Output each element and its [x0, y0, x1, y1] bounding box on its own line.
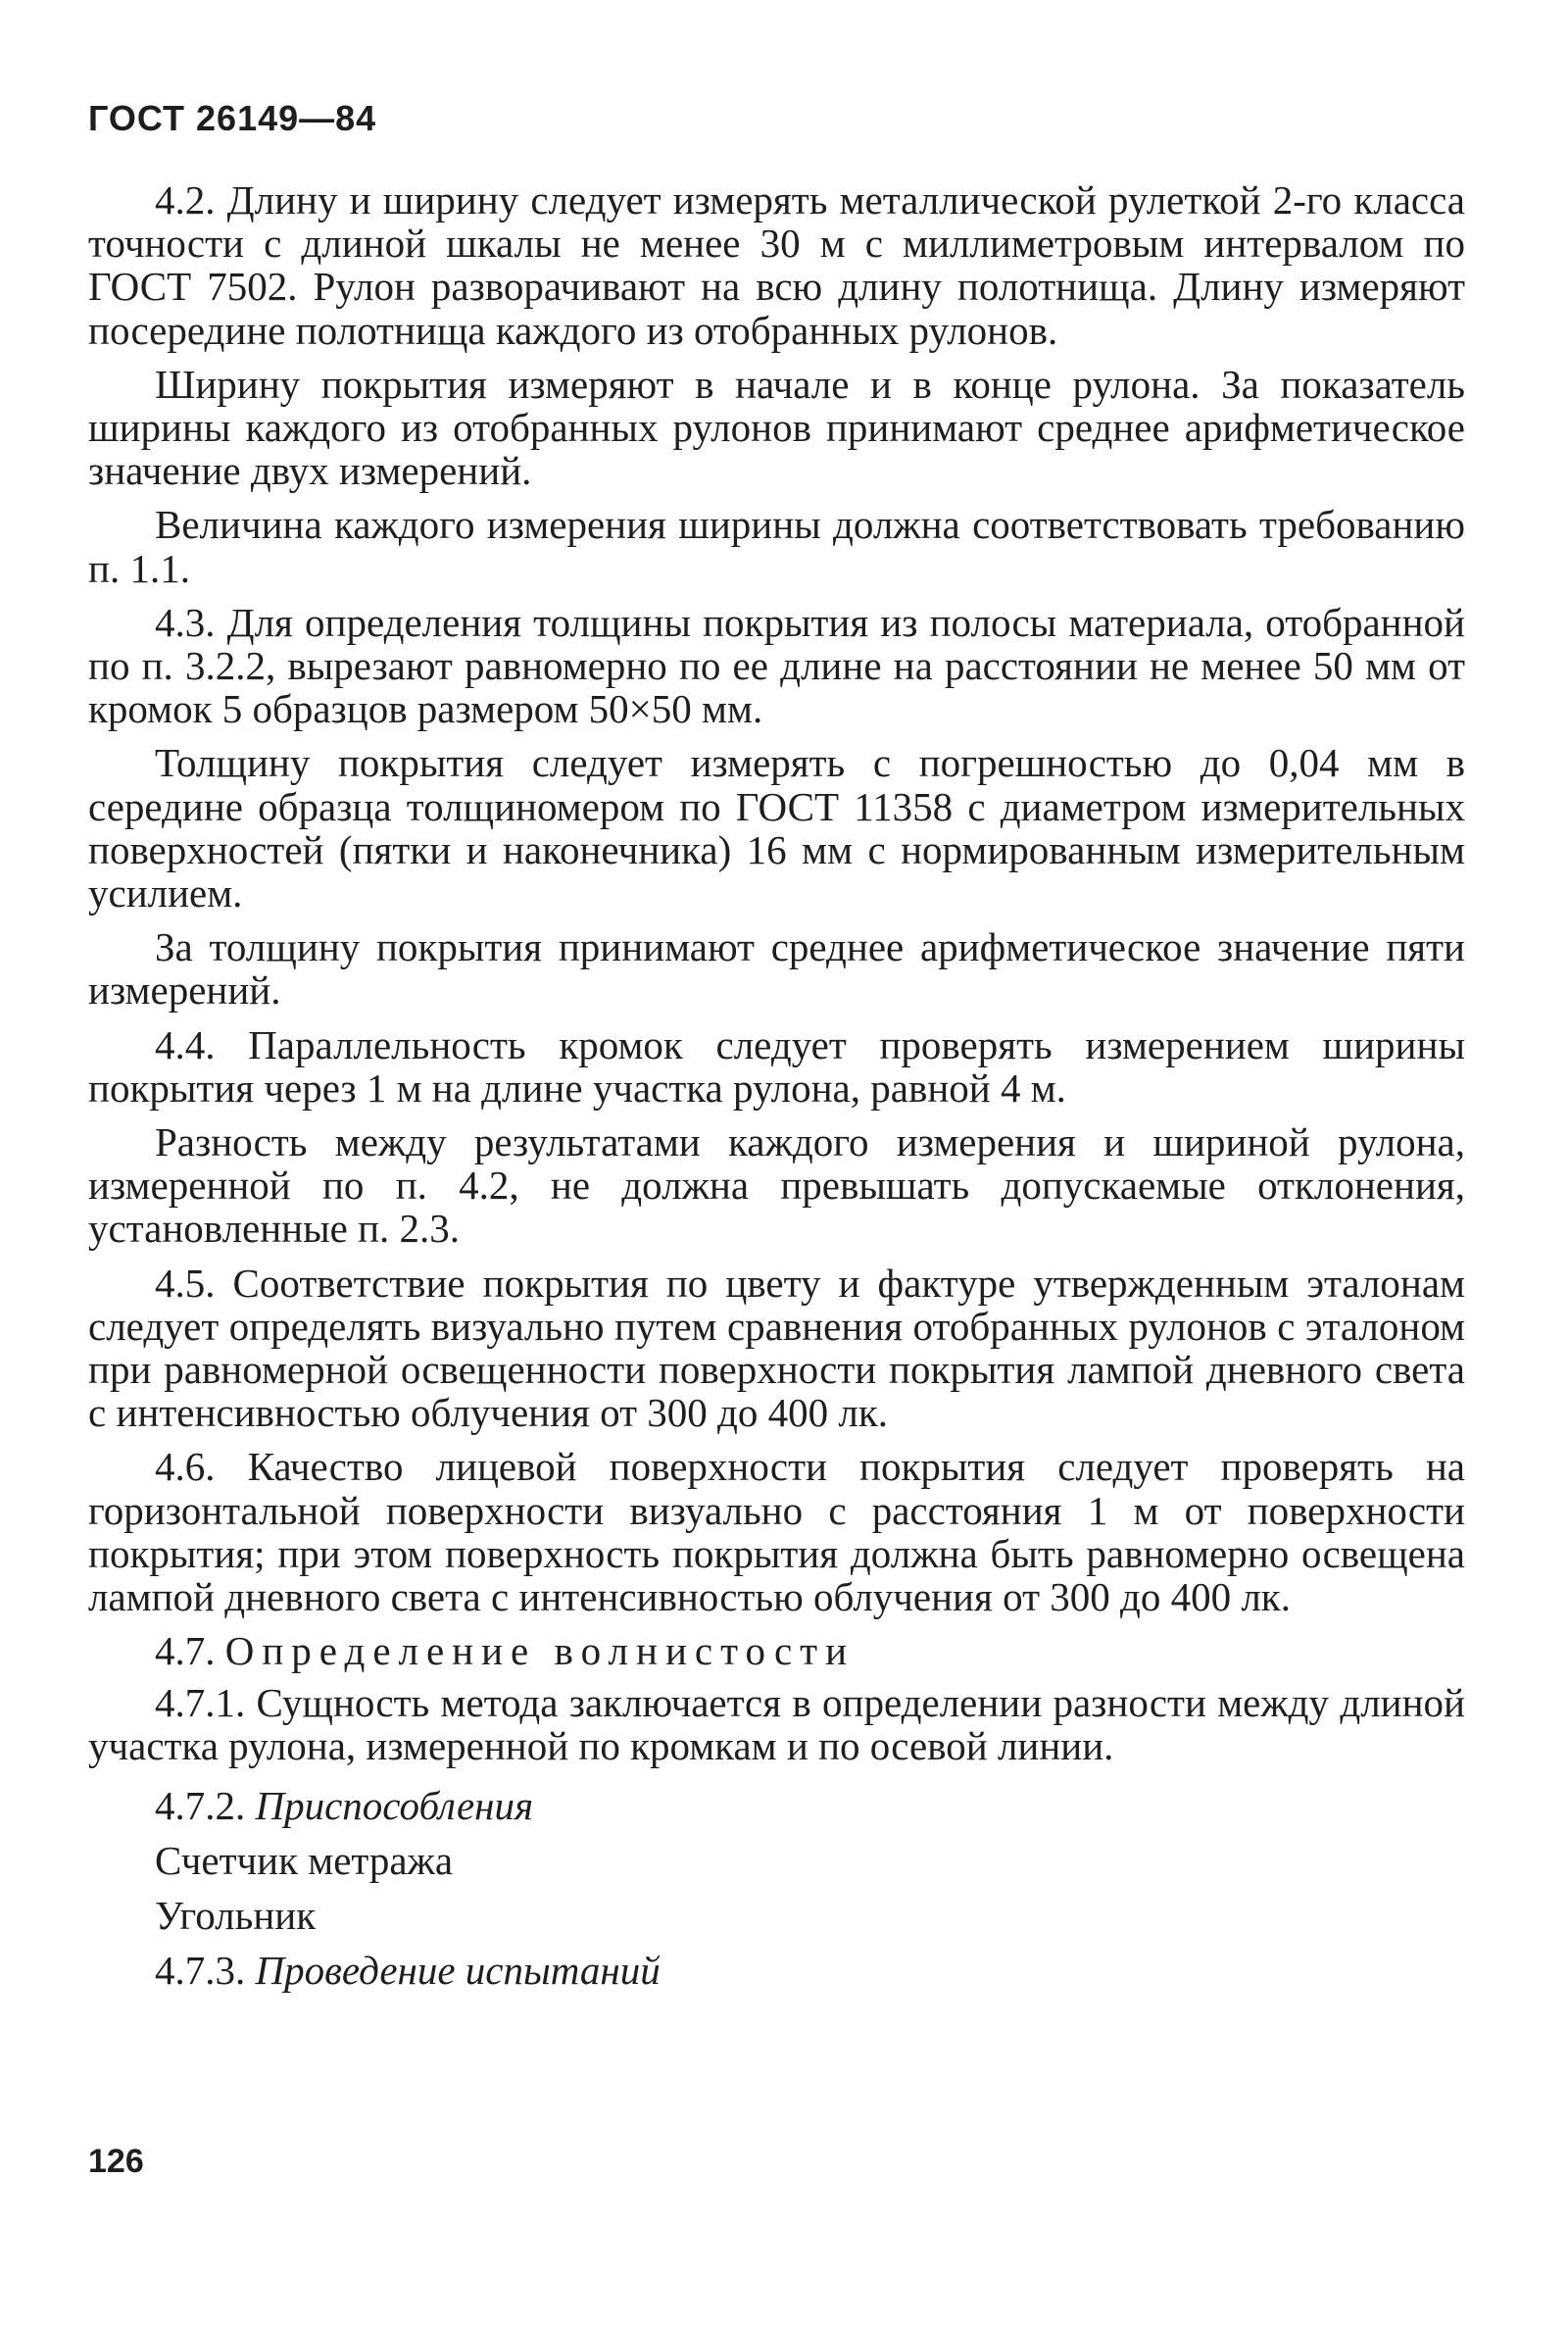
paragraph-thickness: Толщину покрытия следует измерять с погрешностью до 0,04 мм в середине образца толщиномером по ГОСТ 11358 с диаметром измерительных поверхностей (пятки и наконечника) 16 мм с нормированным измерительным усилием. [88, 740, 1465, 916]
page-number: 126 [88, 2143, 144, 2180]
paragraph-difference: Разность между результатами каждого измерения и шириной рулона, измеренной по п. 4.2, не должна превышать допускаемые отклонения, установленные п. 2.3. [88, 1119, 1465, 1252]
section-number-4-7: 4.7. [155, 1628, 216, 1674]
section-heading-4-7 [88, 1629, 1465, 1672]
paragraph-4-4: 4.4. Параллельность кромок следует проверять измерением ширины покрытия через 1 м на длине участка рулона, равной 4 м. [88, 1021, 1465, 1111]
paragraph-4-5: 4.5. Соответствие покрытия по цвету и фактуре утвержденным эталонам следует определять визуально путем сравнения отобранных рулонов с эталоном при равномерной освещенности поверхности покрытия лампой дневного света с интенсивностью облучения от 300 до 400 лк. [88, 1260, 1465, 1436]
standard-header: ГОСТ 26149—84 [88, 98, 377, 138]
paragraph-4-7-1: 4.7.1. Сущность метода заключается в определении разности между длиной участка рулона, измеренной по кромкам и по осевой линии. [88, 1679, 1465, 1768]
subsection-number-4-7-2: 4.7.2. [155, 1782, 246, 1828]
paragraph-measurement-value: Величина каждого измерения ширины должна соответствовать требованию п. 1.1. [88, 502, 1465, 591]
subsection-heading-4-7-2 [88, 1778, 1465, 1833]
list-item-square: Угольник [155, 1892, 317, 1938]
section-title-4-7: Определение волнистости [224, 1628, 856, 1674]
subsection-heading-4-7-3 [88, 1943, 1465, 1998]
paragraph-width: Ширину покрытия измеряют в начале и в конце рулона. За показатель ширины каждого из отобранных рулонов принимают среднее арифметическое значение двух измерений. [88, 361, 1465, 494]
paragraph-4-3: 4.3. Для определения толщины покрытия из полосы материала, отобранной по п. 3.2.2, вырезают равномерно по ее длине на расстоянии не менее 50 мм от кромок 5 образцов размером 50×50 мм. [88, 599, 1465, 732]
subsection-title-4-7-3: Проведение испытаний [255, 1947, 661, 1993]
subsection-title-4-7-2: Приспособления [255, 1782, 534, 1828]
list-item-counter: Счетчик метража [155, 1837, 454, 1883]
document-body [88, 178, 1465, 1998]
paragraph-4-6: 4.6. Качество лицевой поверхности покрытия следует проверять на горизонтальной поверхности визуально с расстояния 1 м от поверхности покрытия; при этом поверхность покрытия должна быть равномерно освещена лампой дневного света с интенсивностью облучения от 300 до 400 лк. [88, 1444, 1465, 1620]
subsection-number-4-7-3: 4.7.3. [155, 1947, 246, 1993]
paragraph-4-2: 4.2. Длину и ширину следует измерять металлической рулеткой 2-го класса точности с длиной шкалы не менее 30 м с миллиметровым интервалом по ГОСТ 7502. Рулон разворачивают на всю длину полотнища. Длину измеряют посередине полотнища каждого из отобранных рулонов. [88, 177, 1465, 353]
paragraph-thickness-mean: За толщину покрытия принимают среднее арифметическое значение пяти измерений. [88, 924, 1465, 1014]
